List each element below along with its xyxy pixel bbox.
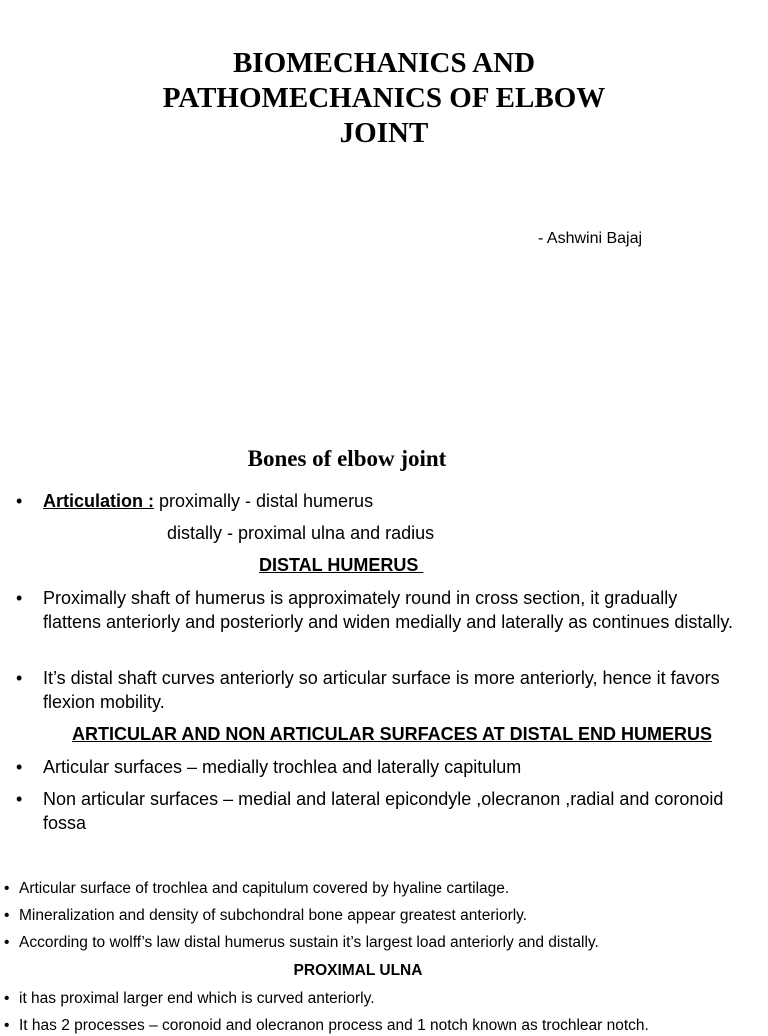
list-item-non-articular xyxy=(16,787,736,835)
list-item-mineralization xyxy=(4,906,764,926)
distal-humerus-heading: DISTAL HUMERUS xyxy=(259,555,424,575)
bullet-dot: • xyxy=(16,789,23,809)
bullet-dot: • xyxy=(4,990,10,1007)
author-name: - Ashwini Bajaj xyxy=(538,230,643,247)
wolff-text: According to wolff’s law distal humerus sustain it’s largest load anteriorly and distally. xyxy=(19,934,599,951)
surfaces-heading: ARTICULAR AND NON ARTICULAR SURFACES AT DISTAL END HUMERUS xyxy=(72,724,712,744)
bullet-dot: • xyxy=(4,907,10,924)
proximal-end-text: it has proximal larger end which is curved anteriorly. xyxy=(19,990,375,1007)
list-item-shaft xyxy=(16,586,736,658)
bullet-dot: • xyxy=(16,491,23,511)
articulation-proximal: proximally - distal humerus xyxy=(154,491,374,511)
cartilage-text: Articular surface of trochlea and capitulum covered by hyaline cartilage. xyxy=(19,880,510,897)
bullet-dot: • xyxy=(4,880,10,897)
bullet-dot: • xyxy=(4,934,10,951)
curve-text: It’s distal shaft curves anteriorly so articular surface is more anteriorly, hence it favors flexion mobility. xyxy=(43,668,720,712)
shaft-text: Proximally shaft of humerus is approximately round in cross section, it gradually flattens anteriorly and posteriorly and widen medially and laterally as continues distally. xyxy=(43,588,734,632)
list-item-curve xyxy=(16,666,736,714)
articulation-distal: distally - proximal ulna and radius xyxy=(167,523,435,543)
articular-text: Articular surfaces – medially trochlea and laterally capitulum xyxy=(43,757,522,777)
list-item-wolff xyxy=(4,933,764,953)
section-heading: Bones of elbow joint xyxy=(247,446,447,471)
title-line-2: PATHOMECHANICS OF ELBOW xyxy=(162,82,606,114)
bullet-dot: • xyxy=(4,1017,10,1034)
list-item-articular xyxy=(16,755,736,779)
list-item-proximal-end xyxy=(4,989,764,1009)
slide-title xyxy=(0,46,768,151)
proximal-ulna-heading: PROXIMAL ULNA xyxy=(293,962,423,979)
articulation-label: Articulation : xyxy=(43,491,154,511)
bullet-dot: • xyxy=(16,668,23,688)
list-item-articulation xyxy=(16,489,736,513)
processes-text: It has 2 processes – coronoid and olecranon process and 1 notch known as trochlear notch. xyxy=(19,1017,649,1034)
list-item-processes xyxy=(4,1016,764,1036)
mineralization-text: Mineralization and density of subchondral bone appear greatest anteriorly. xyxy=(19,907,528,924)
bullet-dot: • xyxy=(16,588,23,608)
non-articular-text: Non articular surfaces – medial and lateral epicondyle ,olecranon ,radial and coronoid fossa xyxy=(43,789,724,833)
bullet-dot: • xyxy=(16,757,23,777)
list-item-cartilage xyxy=(4,879,764,899)
title-line-3: JOINT xyxy=(339,117,429,149)
title-line-1: BIOMECHANICS AND xyxy=(232,47,536,79)
